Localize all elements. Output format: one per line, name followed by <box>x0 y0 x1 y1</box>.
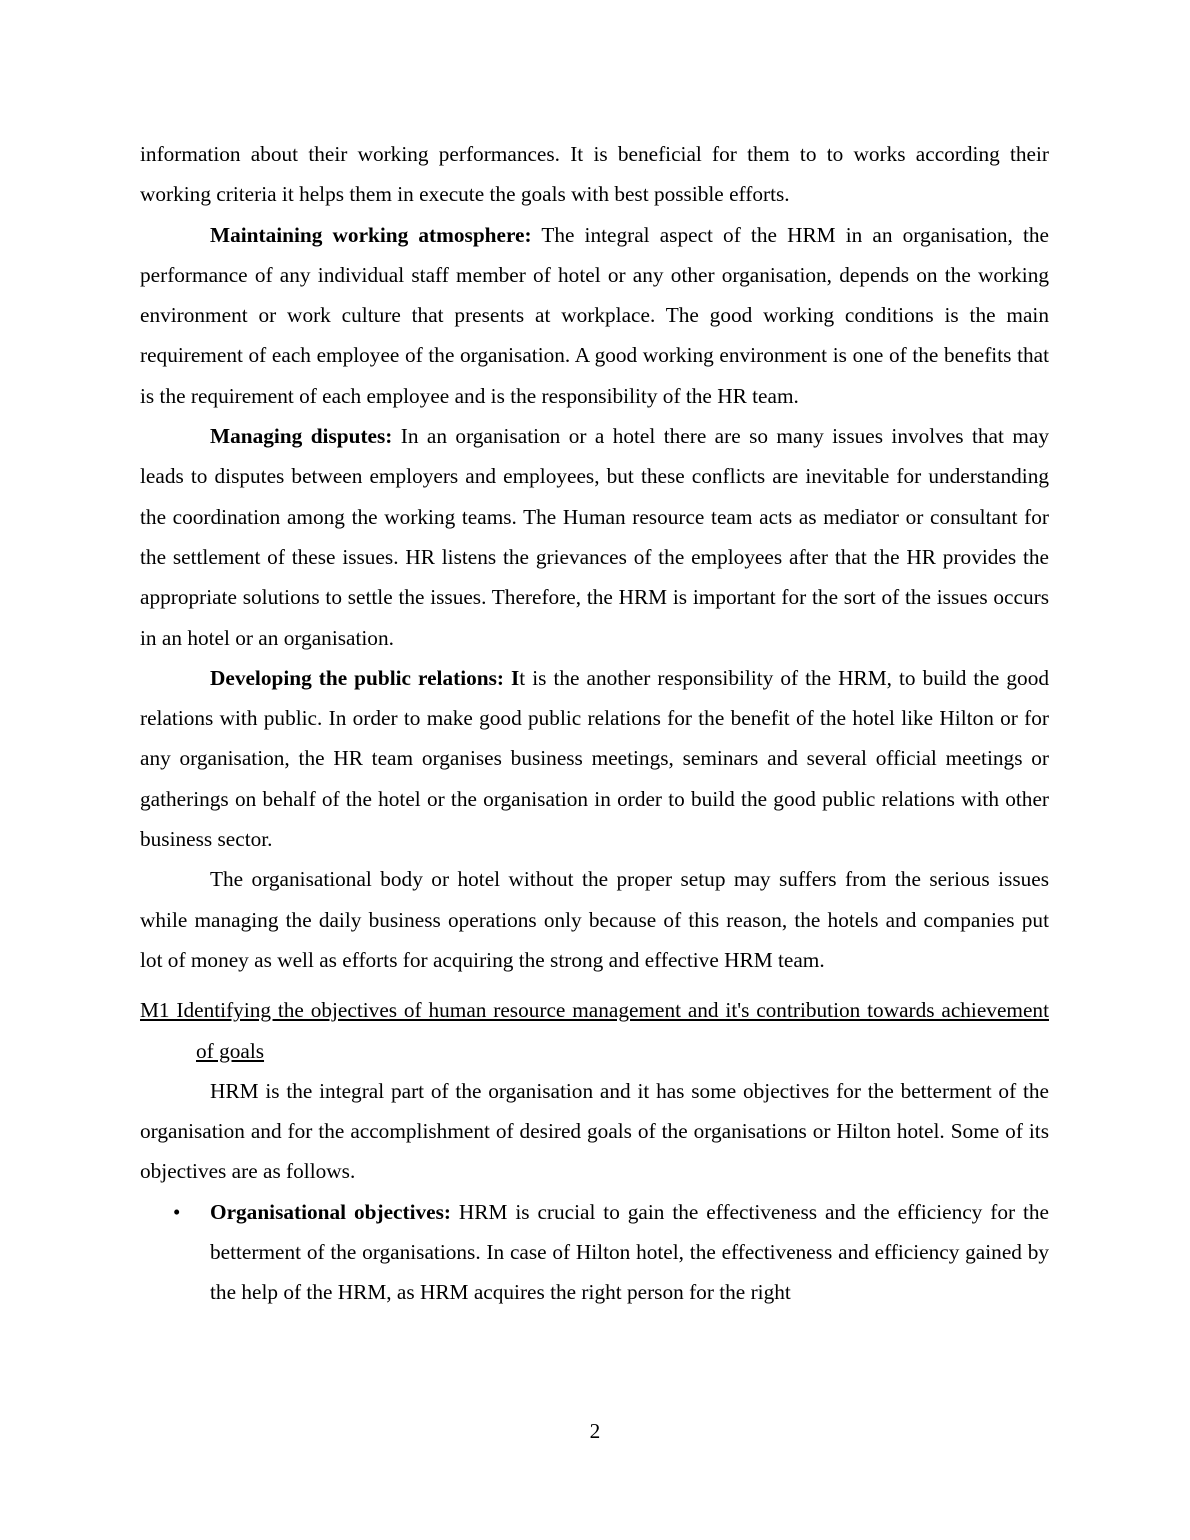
paragraph-lead-term: Developing the public relations: I <box>210 665 520 690</box>
list-item-lead-term: Organisational objectives: <box>210 1199 451 1224</box>
list-item-organisational-objectives <box>140 1192 1049 1313</box>
paragraph-continuation <box>140 134 1049 215</box>
paragraph-text: In an organisation or a hotel there are so many issues involves that may leads to disputes between employers and employees, but these conflicts are inevitable for understanding the coordination among the working teams. The Human resource team acts as mediator or consultant for the settlement of these issues. HR listens the grievances of the employees after that the HR provides the appropriate solutions to settle the issues. Therefore, the HRM is important for the sort of the issues occurs in an hotel or an organisation. <box>140 424 1049 650</box>
list-item-text: HRM is crucial to gain the effectiveness and the efficiency for the betterment of the organisations. In case of Hilton hotel, the effectiveness and efficiency gained by the help of the HRM, as HRM acquires the right person for the right <box>210 1199 1049 1305</box>
paragraph-lead-term: Maintaining working atmosphere: <box>210 222 532 247</box>
paragraph-hrm-integral-part <box>140 1071 1049 1192</box>
section-heading-m1: M1 Identifying the objectives of human resource management and it's contribution towards achievement of goals <box>140 998 1049 1063</box>
paragraph-text: HRM is the integral part of the organisation and it has some objectives for the betterment of the organisation and for the accomplishment of desired goals of the organisations or Hilton hotel. Some of its objectives are as follows. <box>140 1078 1049 1184</box>
paragraph-text: information about their working performances. It is beneficial for them to to works according their working criteria it helps them in execute the goals with best possible efforts. <box>140 142 1049 207</box>
paragraph-lead-term: Managing disputes: <box>210 424 393 449</box>
page-number: 2 <box>589 1419 601 1443</box>
objectives-list <box>140 1192 1049 1313</box>
paragraph-text: The organisational body or hotel without the proper setup may suffers from the serious issues while managing the daily business operations only because of this reason, the hotels and companies put lot of money as well as efforts for acquiring the strong and effective HRM team. <box>140 867 1049 972</box>
paragraph-maintaining-working-atmosphere <box>140 215 1049 416</box>
paragraph-managing-disputes <box>140 416 1049 658</box>
paragraph-text: t is the another responsibility of the HRM, to build the good relations with public. In order to make good public relations for the benefit of the hotel like Hilton or for any organisation, the HR team organises business meetings, seminars and several official meetings or gatherings on behalf of the hotel or the organisation in order to build the good public relations with other business sector. <box>140 665 1050 852</box>
bullet-icon: • <box>173 1199 181 1224</box>
paragraph-text: The integral aspect of the HRM in an organisation, the performance of any individual staff member of hotel or any other organisation, depends on the working environment or work culture that presents at workplace. The good working conditions is the main requirement of each employee of the organisation. A good working environment is one of the benefits that is the requirement of each employee and is the responsibility of the HR team. <box>140 222 1049 408</box>
page-body <box>140 134 1049 1313</box>
paragraph-organisational-body <box>140 859 1049 980</box>
paragraph-developing-public-relations <box>140 658 1049 859</box>
